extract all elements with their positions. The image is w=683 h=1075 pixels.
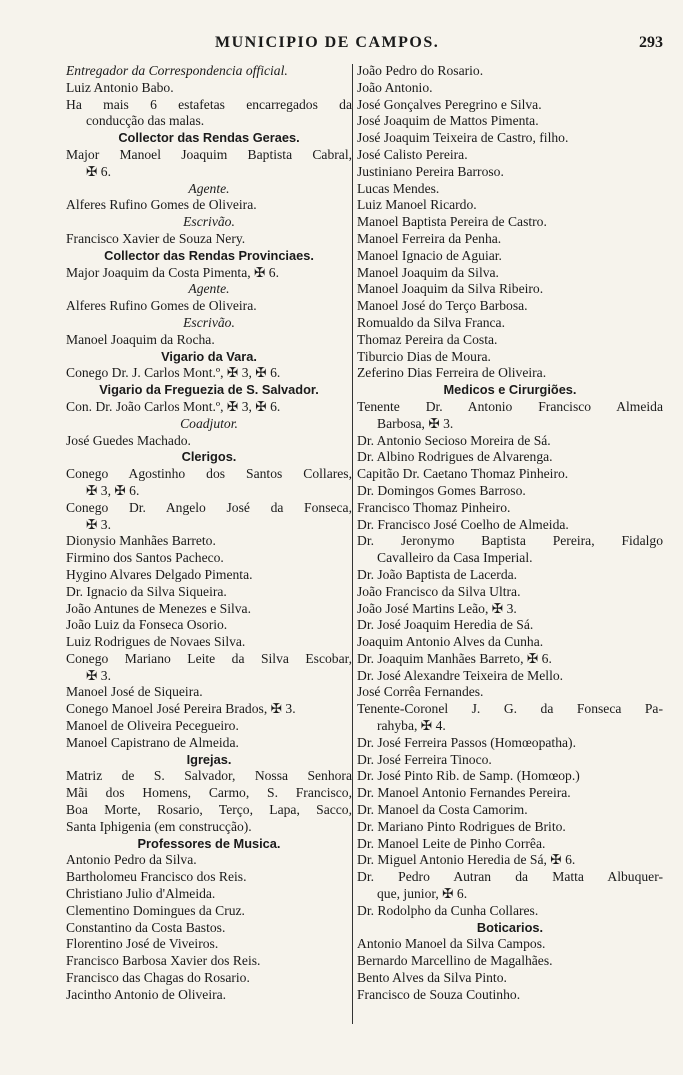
list-entry: Francisco Barbosa Xavier dos Reis. xyxy=(66,953,261,969)
list-entry: Conego Agostinho dos Santos Collares, xyxy=(66,466,352,482)
section-heading: Clerigos. xyxy=(181,449,237,465)
list-entry: ✠ 3. xyxy=(86,667,111,683)
list-entry: Boa Morte, Rosario, Terço, Lapa, Sacco, xyxy=(66,802,352,818)
list-entry: Major Joaquim da Costa Pimenta, ✠ 6. xyxy=(66,264,280,280)
list-entry: Dr. Joaquim Manhães Barreto, ✠ 6. xyxy=(357,650,552,666)
list-entry: Romualdo da Silva Franca. xyxy=(357,314,505,330)
list-entry: Dr. Albino Rodrigues de Alvarenga. xyxy=(357,449,553,465)
list-entry: ✠ 3, ✠ 6. xyxy=(86,482,140,498)
list-entry: Dr. Domingos Gomes Barroso. xyxy=(357,482,526,498)
left-column xyxy=(66,63,352,1004)
list-entry: Manoel José do Terço Barbosa. xyxy=(357,298,528,314)
list-entry: Tenente-Coronel J. G. da Fonseca Pa- xyxy=(357,701,663,717)
list-entry: Con. Dr. João Carlos Mont.º, ✠ 3, ✠ 6. xyxy=(66,398,281,414)
section-heading: Vigario da Vara. xyxy=(161,348,257,364)
list-entry: João Francisco da Silva Ultra. xyxy=(357,583,521,599)
role-subheading: Escrivão. xyxy=(183,314,235,330)
list-entry: Santa Iphigenia (em construcção). xyxy=(66,818,252,834)
list-entry: José Joaquim de Mattos Pimenta. xyxy=(357,113,539,129)
list-entry: Bento Alves da Silva Pinto. xyxy=(357,970,507,986)
list-entry: Manoel Baptista Pereira de Castro. xyxy=(357,214,547,230)
list-entry: Francisco das Chagas do Rosario. xyxy=(66,970,250,986)
list-entry: Thomaz Pereira da Costa. xyxy=(357,331,498,347)
section-heading: Vigario da Freguezia de S. Salvador. xyxy=(99,382,319,398)
list-entry: Dr. Manoel da Costa Camorim. xyxy=(357,802,528,818)
list-entry: Dr. Miguel Antonio Heredia de Sá, ✠ 6. xyxy=(357,852,576,868)
list-entry: Hygino Alvares Delgado Pimenta. xyxy=(66,566,253,582)
list-entry: Conego Dr. J. Carlos Mont.º, ✠ 3, ✠ 6. xyxy=(66,365,281,381)
column-divider xyxy=(352,64,353,1024)
list-entry: Joaquim Antonio Alves da Cunha. xyxy=(357,634,544,650)
list-entry: Barbosa, ✠ 3. xyxy=(377,415,454,431)
list-entry: Dr. Francisco José Coelho de Almeida. xyxy=(357,516,569,532)
section-heading: Collector das Rendas Provinciaes. xyxy=(104,247,314,263)
section-heading: Medicos e Cirurgiões. xyxy=(443,382,577,398)
list-entry: Major Manoel Joaquim Baptista Cabral, xyxy=(66,146,352,162)
list-entry: José Guedes Machado. xyxy=(66,432,191,448)
role-subheading: Agente. xyxy=(188,281,230,297)
list-entry: Justiniano Pereira Barroso. xyxy=(357,163,504,179)
list-entry: Manoel Joaquim da Rocha. xyxy=(66,331,215,347)
role-subheading: Coadjutor. xyxy=(180,415,238,431)
list-entry: Entregador da Correspondencia official. xyxy=(66,63,288,78)
list-entry: Dr. Jeronymo Baptista Pereira, Fidalgo xyxy=(357,533,663,549)
list-entry: ✠ 3. xyxy=(86,516,111,532)
list-entry: rahyba, ✠ 4. xyxy=(377,718,446,734)
list-entry: Manoel de Oliveira Pecegueiro. xyxy=(66,718,239,734)
list-entry: Dr. Manoel Leite de Pinho Corrêa. xyxy=(357,835,546,851)
list-entry: Dr. José Ferreira Passos (Homœopatha). xyxy=(357,734,576,750)
list-entry: José Joaquim Teixeira de Castro, filho. xyxy=(357,130,569,146)
list-entry: Matriz de S. Salvador, Nossa Senhora xyxy=(66,768,352,784)
list-entry: Dr. Mariano Pinto Rodrigues de Brito. xyxy=(357,818,566,834)
list-entry: Dr. Pedro Autran da Matta Albuquer- xyxy=(357,869,663,885)
list-entry: Manoel Capistrano de Almeida. xyxy=(66,734,239,750)
list-entry: Florentino José de Viveiros. xyxy=(66,936,219,952)
list-entry: Manoel José de Siqueira. xyxy=(66,684,203,700)
section-heading: Igrejas. xyxy=(186,751,232,767)
list-entry: Ha mais 6 estafetas encarregados da xyxy=(66,96,352,112)
list-entry: Tiburcio Dias de Moura. xyxy=(357,348,491,364)
list-entry: João Pedro do Rosario. xyxy=(357,63,484,78)
list-entry: João Antonio. xyxy=(357,79,433,95)
list-entry: Dr. José Pinto Rib. de Samp. (Homœop.) xyxy=(357,768,580,784)
list-entry: Cavalleiro da Casa Imperial. xyxy=(377,550,533,566)
list-entry: conducção das malas. xyxy=(86,113,205,129)
list-entry: Dr. Antonio Secioso Moreira de Sá. xyxy=(357,432,551,448)
section-heading: Boticarios. xyxy=(476,919,544,935)
list-entry: Dr. Ignacio da Silva Siqueira. xyxy=(66,583,227,599)
list-entry: Conego Mariano Leite da Silva Escobar, xyxy=(66,650,352,666)
list-entry: Manoel Joaquim da Silva. xyxy=(357,264,499,280)
list-entry: Alferes Rufino Gomes de Oliveira. xyxy=(66,298,257,314)
list-entry: Capitão Dr. Caetano Thomaz Pinheiro. xyxy=(357,466,569,482)
list-entry: Luiz Manoel Ricardo. xyxy=(357,197,477,213)
page-title: MUNICIPIO DE CAMPOS. xyxy=(215,34,440,51)
list-entry: João Luiz da Fonseca Osorio. xyxy=(66,617,228,633)
section-heading: Collector das Rendas Geraes. xyxy=(118,130,300,146)
list-entry: Conego Dr. Angelo José da Fonseca, xyxy=(66,499,352,515)
list-entry: José Corrêa Fernandes. xyxy=(357,684,484,700)
list-entry: Manoel Ignacio de Aguiar. xyxy=(357,247,502,263)
list-entry: Conego Manoel José Pereira Brados, ✠ 3. xyxy=(66,701,296,717)
list-entry: Luiz Antonio Babo. xyxy=(66,79,174,95)
list-entry: Francisco Xavier de Souza Nery. xyxy=(66,230,246,246)
list-entry: João José Martins Leão, ✠ 3. xyxy=(357,600,517,616)
list-entry: Zeferino Dias Ferreira de Oliveira. xyxy=(357,365,547,381)
list-entry: José Calisto Pereira. xyxy=(357,146,468,162)
list-entry: Dr. Rodolpho da Cunha Collares. xyxy=(357,902,539,918)
list-entry: que, junior, ✠ 6. xyxy=(377,886,468,902)
list-entry: Bartholomeu Francisco dos Reis. xyxy=(66,869,247,885)
list-entry: Clementino Domingues da Cruz. xyxy=(66,902,245,918)
list-entry: Dr. José Alexandre Teixeira de Mello. xyxy=(357,667,564,683)
list-entry: Antonio Pedro da Silva. xyxy=(66,852,197,868)
list-entry: Francisco Thomaz Pinheiro. xyxy=(357,499,511,515)
list-entry: Constantino da Costa Bastos. xyxy=(66,919,226,935)
list-entry: Antonio Manoel da Silva Campos. xyxy=(357,936,546,952)
list-entry: Manoel Joaquim da Silva Ribeiro. xyxy=(357,281,544,297)
list-entry: Tenente Dr. Antonio Francisco Almeida xyxy=(357,398,663,414)
list-entry: Mãi dos Homens, Carmo, S. Francisco, xyxy=(66,785,352,801)
list-entry: Dionysio Manhães Barreto. xyxy=(66,533,216,549)
list-entry: ✠ 6. xyxy=(86,163,111,179)
list-entry: Dr. José Joaquim Heredia de Sá. xyxy=(357,617,534,633)
list-entry: Lucas Mendes. xyxy=(357,180,440,196)
list-entry: João Antunes de Menezes e Silva. xyxy=(66,600,251,616)
page-number: 293 xyxy=(639,34,663,51)
list-entry: Dr. José Ferreira Tinoco. xyxy=(357,751,492,767)
section-heading: Professores de Musica. xyxy=(137,835,281,851)
list-entry: Manoel Ferreira da Penha. xyxy=(357,230,502,246)
role-subheading: Agente. xyxy=(188,180,230,196)
role-subheading: Escrivão. xyxy=(183,214,235,230)
list-entry: Jacintho Antonio de Oliveira. xyxy=(66,986,227,1002)
list-entry: Firmino dos Santos Pacheco. xyxy=(66,550,224,566)
page-header xyxy=(0,34,683,56)
list-entry: Dr. Manoel Antonio Fernandes Pereira. xyxy=(357,785,571,801)
right-column xyxy=(357,63,663,1004)
list-entry: Alferes Rufino Gomes de Oliveira. xyxy=(66,197,257,213)
list-entry: José Gonçalves Peregrino e Silva. xyxy=(357,96,542,112)
list-entry: Luiz Rodrigues de Novaes Silva. xyxy=(66,634,246,650)
list-entry: Francisco de Souza Coutinho. xyxy=(357,986,521,1002)
list-entry: Dr. João Baptista de Lacerda. xyxy=(357,566,518,582)
list-entry: Christiano Julio d'Almeida. xyxy=(66,886,216,902)
list-entry: Bernardo Marcellino de Magalhães. xyxy=(357,953,553,969)
